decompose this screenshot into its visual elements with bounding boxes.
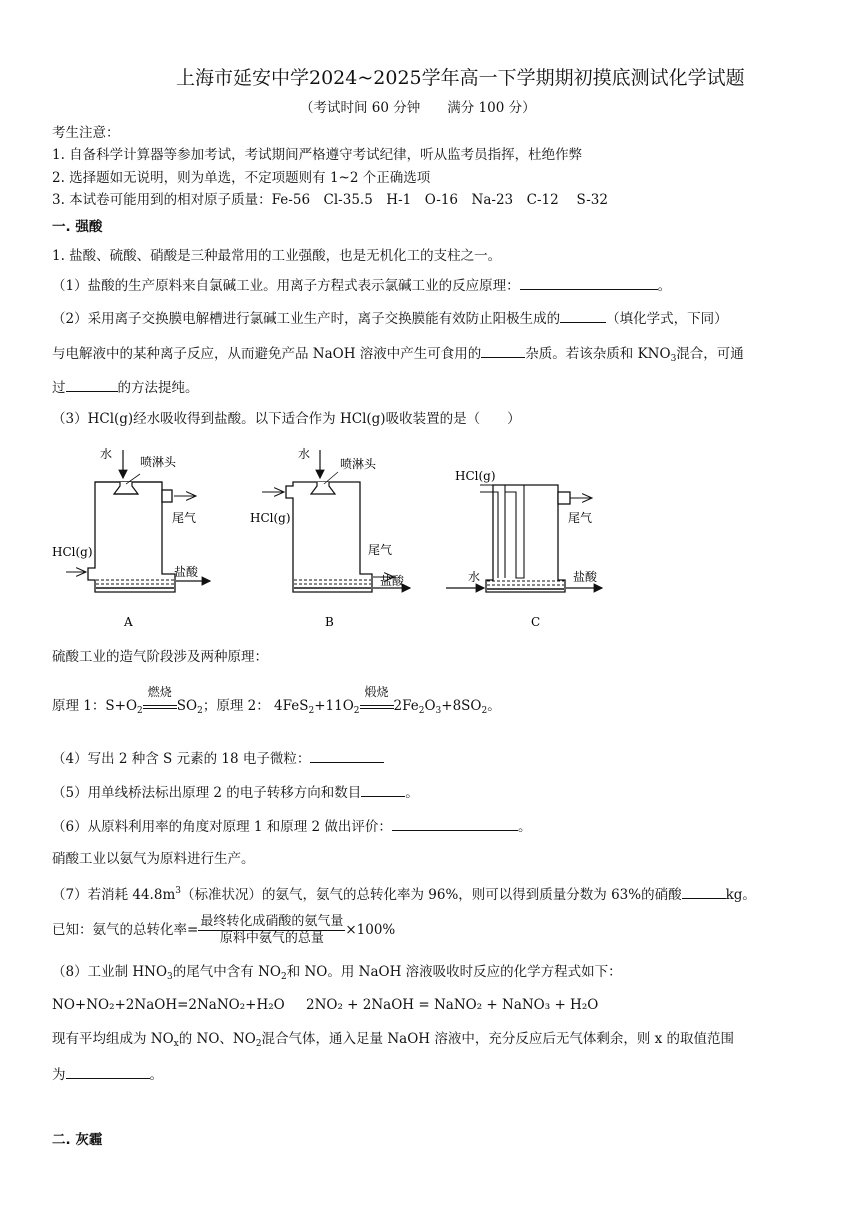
- answer-blank[interactable]: [560, 308, 606, 323]
- page-title: 上海市延安中学2024~2025学年高一下学期期初摸底测试化学试题: [176, 67, 745, 89]
- reaction-condition: 煅烧: [364, 685, 389, 699]
- answer-blank[interactable]: [310, 748, 384, 763]
- equation-1: NO+NO₂+2NaOH=2NaNO₂+H₂O: [52, 997, 285, 1013]
- label-tail-gas: 尾气: [368, 543, 393, 557]
- nitric-intro: 硝酸工业以氨气为原料进行生产。: [52, 851, 255, 867]
- principle-1-product: SO: [176, 698, 198, 714]
- subscript: 2: [353, 706, 360, 716]
- label-hcl: HCl(g): [250, 511, 291, 525]
- subscript: 2: [280, 972, 287, 982]
- label-hcl: HCl(g): [52, 545, 93, 559]
- question-5: [52, 782, 419, 802]
- answer-blank[interactable]: [481, 343, 525, 358]
- question-5-text: （5）用单线桥法标出原理 2 的电子转移方向和数目: [52, 785, 362, 801]
- question-4-text: （4）写出 2 种含 S 元素的 18 电子微粒：: [52, 751, 311, 767]
- principle-2-end: 。: [487, 698, 501, 714]
- question-2-text-c: 与电解液中的某种离子反应，从而避免产品 NaOH 溶液中产生可食用的: [52, 346, 482, 362]
- question-2-text-d: 杂质。若该杂质和 KNO: [525, 346, 671, 362]
- question-2-text-a: （2）采用离子交换膜电解槽进行氯碱工业生产时，离子交换膜能有效防止阳极生成的: [52, 311, 561, 327]
- conversion-formula: [52, 910, 395, 950]
- question-8-line-3: [52, 1030, 734, 1048]
- reaction-principles: [52, 685, 501, 716]
- answer-blank[interactable]: [682, 884, 726, 899]
- figure-label-a: A: [124, 615, 133, 629]
- question-8-line-4: [52, 1064, 163, 1084]
- sulfuric-intro: 硫酸工业的造气阶段涉及两种原理：: [52, 649, 268, 665]
- answer-blank[interactable]: [361, 782, 405, 797]
- principle-2-reactant-2: +11O: [314, 698, 354, 714]
- question-8-text-a: （8）工业制 HNO: [52, 964, 168, 980]
- principle-2-label: ；原理 2：: [202, 698, 270, 714]
- label-acid: 盐酸: [174, 565, 199, 579]
- reaction-condition: 燃烧: [147, 685, 172, 699]
- superscript: 3: [175, 886, 181, 896]
- section-heading-strong-acids: 一. 强酸: [52, 219, 103, 235]
- subscript: 3: [670, 354, 677, 364]
- question-2-text-b: （填化学式，下同）: [606, 311, 728, 327]
- question-4: [52, 748, 384, 768]
- principle-2-product-1b: O: [424, 698, 436, 714]
- subscript: 2: [255, 1039, 262, 1049]
- formula-numerator: 最终转化成硝酸的氨气量: [200, 914, 344, 929]
- reaction-condition-arrow: [360, 685, 394, 715]
- notice-item-1: 1. 自备科学计算器等参加考试，考试期间严格遵守考试纪律，听从监考员指挥，杜绝作弊: [52, 147, 583, 163]
- equation-2: 2NO₂ + 2NaOH = NaNO₂ + NaNO₃ + H₂O: [306, 997, 599, 1013]
- question-1: [52, 275, 671, 295]
- answer-blank[interactable]: [66, 377, 118, 392]
- question-2-line-1: [52, 308, 728, 328]
- subscript: x: [173, 1039, 179, 1049]
- apparatus-c: [446, 469, 602, 629]
- question-7-text-a: （7）若消耗 44.8m: [52, 887, 176, 903]
- principle-1-label: 原理 1：: [52, 698, 106, 714]
- question-6-text: （6）从原料利用率的角度对原理 1 和原理 2 做出评价：: [52, 819, 392, 835]
- formula-multiplier: ×100%: [345, 922, 396, 938]
- notice-heading: 考生注意：: [52, 125, 120, 141]
- absorption-apparatus-figure: [50, 440, 630, 632]
- question-6: [52, 816, 531, 836]
- question-8-text-d: 现有平均组成为 NO: [52, 1031, 174, 1047]
- label-acid: 盐酸: [573, 570, 598, 584]
- question-8-text-c: 和 NO。用 NaOH 溶液吸收时反应的化学方程式如下：: [286, 964, 622, 980]
- figure-label-b: B: [325, 615, 334, 629]
- subscript: 2: [308, 706, 315, 716]
- reaction-condition-arrow: [143, 685, 177, 715]
- question-1-end: 。: [657, 278, 672, 294]
- question-5-end: 。: [405, 785, 419, 801]
- notice-item-2: 2. 选择题如无说明，则为单选，不定项题则有 1~2 个正确选项: [52, 170, 431, 186]
- formula-fraction: [198, 914, 345, 947]
- label-water: 水: [100, 447, 113, 461]
- section-heading-haze: 二. 灰霾: [52, 1132, 103, 1148]
- question-1-text: （1）盐酸的生产原料来自氯碱工业。用离子方程式表示氯碱工业的反应原理：: [52, 278, 520, 294]
- label-hcl: HCl(g): [455, 469, 496, 483]
- question-7-text-c: kg。: [725, 887, 756, 903]
- question-8: [52, 963, 622, 981]
- principle-2-product-1: 2Fe: [393, 698, 419, 714]
- principle-2-product-2: +8SO: [441, 698, 482, 714]
- question-8-text-g: 为: [52, 1067, 66, 1083]
- question-2-text-f: 过: [52, 380, 66, 396]
- label-nozzle: 喷淋头: [140, 455, 177, 469]
- answer-blank[interactable]: [66, 1064, 150, 1079]
- notice-item-3: 3. 本试卷可能用到的相对原子质量：Fe-56 Cl-35.5 H-1 O-16 Na-23 C-12 S-32: [52, 192, 608, 208]
- label-water: 水: [468, 570, 481, 584]
- question-intro: 1. 盐酸、硫酸、硝酸是三种最常用的工业强酸，也是无机化工的支柱之一。: [52, 248, 502, 264]
- question-2-line-2: [52, 343, 744, 363]
- apparatus-a: [52, 446, 210, 629]
- question-7-text-b: （标准状况）的氨气，氨气的总转化率为 96%，则可以得到质量分数为 63%的硝酸: [180, 887, 682, 903]
- subscript: 3: [167, 972, 173, 982]
- formula-denominator: 原料中氨气的总量: [219, 931, 324, 946]
- page-subtitle: （考试时间 60 分钟 满分 100 分）: [300, 100, 536, 116]
- question-8-text-b: 的尾气中含有 NO: [172, 964, 281, 980]
- question-2-text-g: 的方法提纯。: [117, 380, 199, 396]
- answer-blank[interactable]: [392, 816, 518, 831]
- question-8-text-f: 混合气体，通入足量 NaOH 溶液中，充分反应后无气体剩余，则 x 的取值范围: [261, 1031, 735, 1047]
- subscript: 2: [418, 706, 425, 716]
- question-2-text-e: 混合，可通: [676, 346, 744, 362]
- formula-label: 已知：氨气的总转化率=: [52, 922, 199, 938]
- apparatus-b: [250, 446, 410, 629]
- question-2-line-3: [52, 377, 199, 397]
- question-3: （3）HCl(g)经水吸收得到盐酸。以下适合作为 HCl(g)吸收装置的是（ ）: [52, 411, 521, 427]
- label-water: 水: [298, 447, 311, 461]
- subscript: 2: [137, 706, 143, 716]
- subscript: 3: [435, 706, 442, 716]
- question-6-end: 。: [517, 819, 532, 835]
- subscript: 2: [481, 706, 488, 716]
- figure-label-c: C: [531, 615, 541, 629]
- question-8-text-e: 的 NO、NO: [178, 1031, 256, 1047]
- principle-1-reactants: S+O: [105, 698, 138, 714]
- answer-blank[interactable]: [520, 275, 658, 290]
- label-tail-gas: 尾气: [172, 511, 197, 525]
- label-tail-gas: 尾气: [568, 511, 593, 525]
- principle-2-reactant-1: 4FeS: [274, 698, 309, 714]
- label-nozzle: 喷淋头: [340, 457, 377, 471]
- question-8-text-h: 。: [149, 1067, 163, 1083]
- label-acid: 盐酸: [380, 574, 405, 588]
- question-7: [52, 884, 756, 904]
- subscript: 2: [197, 706, 203, 716]
